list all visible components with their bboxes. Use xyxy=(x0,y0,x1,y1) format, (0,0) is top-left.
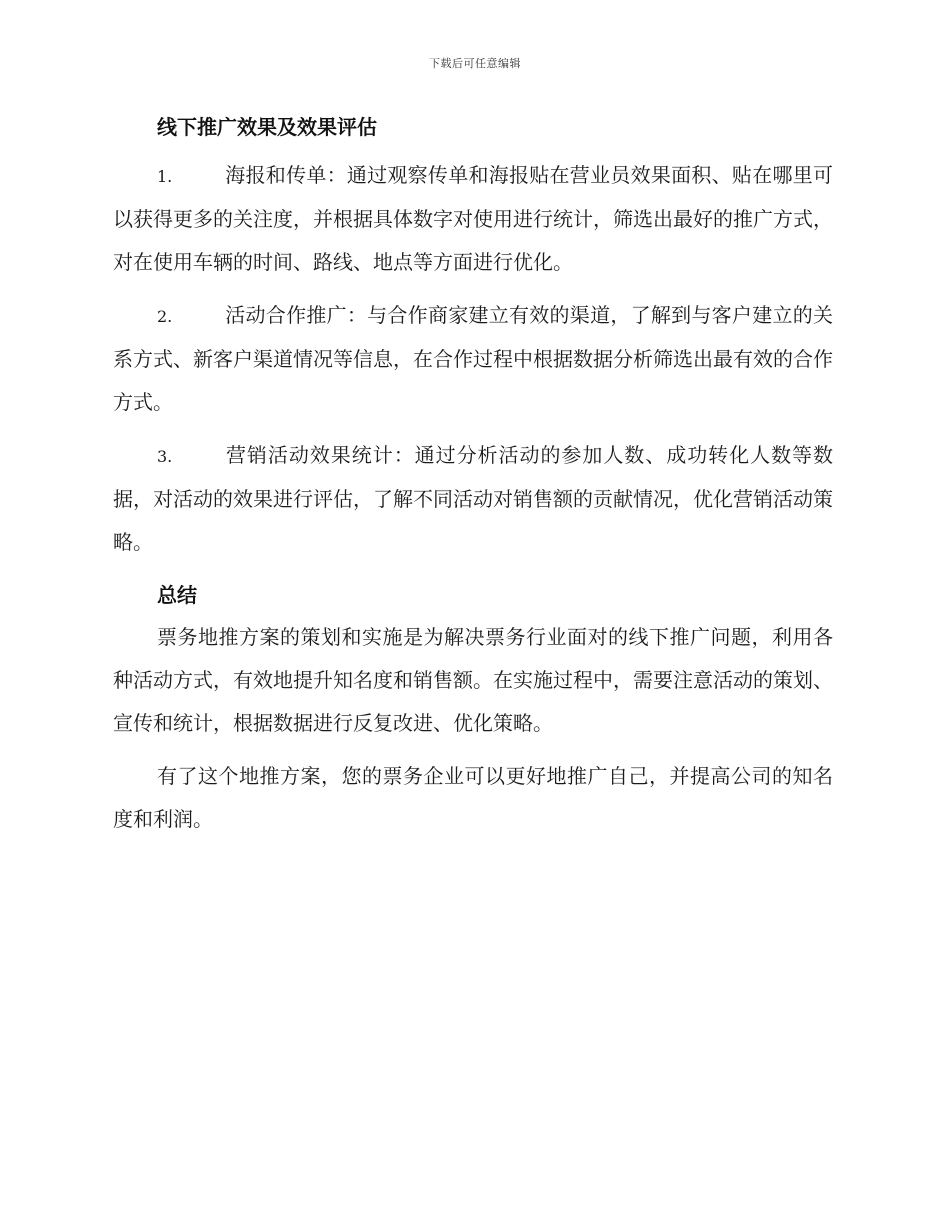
list-item-text: 海报和传单：通过观察传单和海报贴在营业员效果面积、贴在哪里可以获得更多的关注度，并根据具体数字对使用进行统计，筛选出最好的推广方式，对在使用车辆的时间、路线、地点等方面进行优化。 xyxy=(113,163,833,274)
section-title-offline-promotion: 线下推广效果及效果评估 xyxy=(157,115,377,139)
list-item xyxy=(113,434,833,564)
section-title-summary: 总结 xyxy=(157,583,197,607)
list-item-number: 3. xyxy=(157,447,173,466)
list-item-number: 2. xyxy=(157,307,173,326)
list-item xyxy=(113,154,833,284)
list-item-number: 1. xyxy=(157,167,173,186)
document-body xyxy=(113,106,833,851)
page-header: 下载后可任意编辑 xyxy=(429,57,521,70)
list-item xyxy=(113,294,833,424)
list-item-text: 营销活动效果统计：通过分析活动的参加人数、成功转化人数等数据，对活动的效果进行评估，了解不同活动对销售额的贡献情况，优化营销活动策略。 xyxy=(113,443,833,554)
list-item-text: 活动合作推广：与合作商家建立有效的渠道，了解到与客户建立的关系方式、新客户渠道情况等信息，在合作过程中根据数据分析筛选出最有效的合作方式。 xyxy=(113,303,833,414)
summary-paragraph: 票务地推方案的策划和实施是为解决票务行业面对的线下推广问题，利用各种活动方式，有效地提升知名度和销售额。在实施过程中，需要注意活动的策划、宣传和统计，根据数据进行反复改进、优化策略。 xyxy=(113,625,833,735)
summary-paragraph: 有了这个地推方案，您的票务企业可以更好地推广自己，并提高公司的知名度和利润。 xyxy=(113,764,833,831)
